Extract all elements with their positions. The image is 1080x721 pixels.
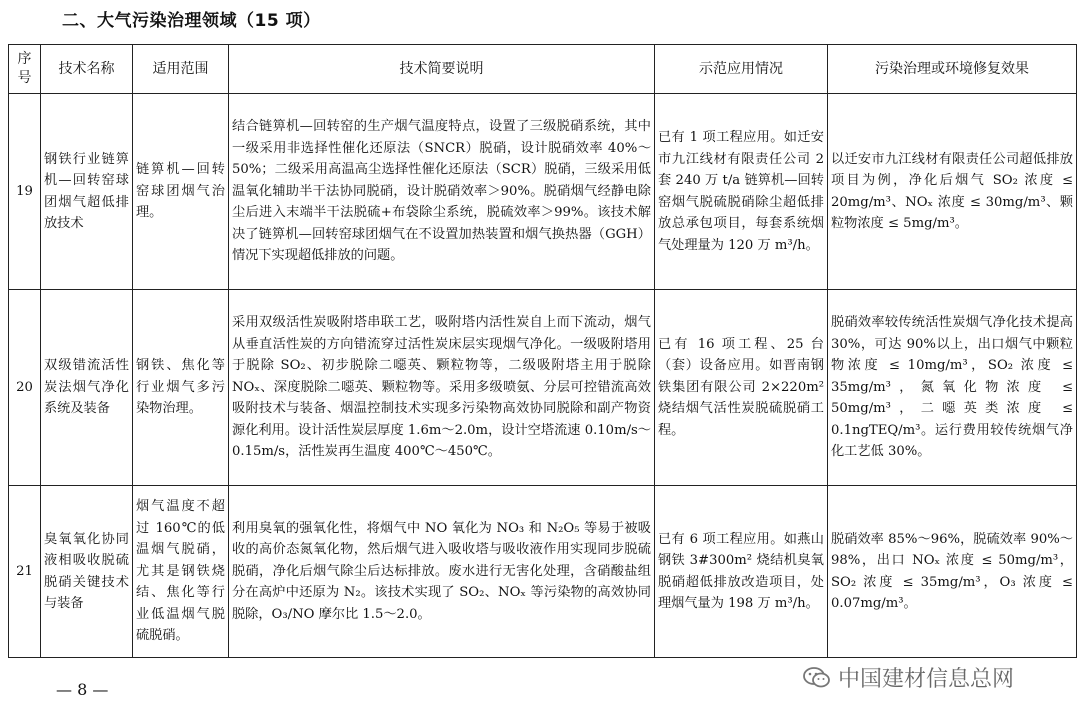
watermark: [802, 662, 1014, 693]
description: 采用双级活性炭吸附塔串联工艺，吸附塔内活性炭自上而下流动，烟气从垂直活性炭的方向错流穿过活性炭床层实现烟气净化。一级吸附塔用于脱除 SO₂、初步脱除二噁英、颗粒物等，二级吸附塔主用于脱除 NOₓ、深度脱除二噁英、颗粒物等。采用多级喷氨、分层可控错流高效吸附技术与装备、烟温控制技术实现多污染物高效协同脱除和副产物资源化利用。设计活性炭层厚度 1.6m～2.0m，设计空塔流速 0.10m/s～0.15m/s，活性炭再生温度 400℃～450℃。: [229, 290, 655, 486]
tech-name: 双级错流活性炭法烟气净化系统及装备: [41, 290, 133, 486]
table-row: [9, 486, 1077, 658]
col-header-desc: 技术简要说明: [229, 45, 655, 94]
treatment-effect: 脱硝效率较传统活性炭烟气净化技术提高 30%，可达 90%以上，出口烟气中颗粒物浓度 ≤ 10mg/m³，SO₂ 浓度 ≤ 35mg/m³，氮氧化物浓度 ≤ 50mg/m³，二噁英类浓度 ≤ 0.1ngTEQ/m³。运行费用较传统烟气净化工艺低 30%。: [828, 290, 1077, 486]
demo-application: 已有 16 项工程、25 台（套）设备应用。如晋南钢铁集团有限公司 2×220m² 烧结烟气活性炭脱硫脱硝工程。: [655, 290, 828, 486]
technology-table: [8, 44, 1077, 658]
demo-application: 已有 6 项工程应用。如燕山钢铁 3#300m² 烧结机臭氧脱硝超低排放改造项目，处理烟气量为 198 万 m³/h。: [655, 486, 828, 658]
table-row: [9, 290, 1077, 486]
description: 结合链箅机—回转窑的生产烟气温度特点，设置了三级脱硝系统，其中一级采用非选择性催化还原法（SNCR）脱硝，设计脱硝效率 40%～50%；二级采用高温高尘选择性催化还原法（SCR）脱硝，三级采用低温氧化辅助半干法协同脱硝，设计脱硝效率＞90%。脱硝烟气经静电除尘后进入末端半干法脱硫+布袋除尘系统，脱硫效率＞99%。该技术解决了链箅机—回转窑球团烟气在不设置加热装置和烟气换热器（GGH）情况下实现超低排放的问题。: [229, 94, 655, 290]
demo-application: 已有 1 项工程应用。如迁安市九江线材有限责任公司 2 套 240 万 t/a 链箅机—回转窑烟气脱硫脱硝除尘超低排放总承包项目，每套系统烟气处理量为 120 万 m³/h。: [655, 94, 828, 290]
row-number: 19: [9, 94, 41, 290]
scope: 链箅机—回转窑球团烟气治理。: [133, 94, 229, 290]
col-header-effect: 污染治理或环境修复效果: [828, 45, 1077, 94]
col-header-name: 技术名称: [41, 45, 133, 94]
col-header-demo: 示范应用情况: [655, 45, 828, 94]
watermark-text: 中国建材信息总网: [838, 667, 1015, 692]
section-heading: 二、大气污染治理领域（15 项）: [62, 11, 321, 31]
description: 利用臭氧的强氧化性，将烟气中 NO 氧化为 NO₃ 和 N₂O₅ 等易于被吸收的高价态氮氧化物，然后烟气进入吸收塔与吸收液作用实现同步脱硫脱硝，净化后烟气除尘后达标排放。废水进行无害化处理，含硝酸盐组分在高炉中还原为 N₂。该技术实现了 SO₂、NOₓ 等污染物的高效协同脱除，O₃/NO 摩尔比 1.5～2.0。: [229, 486, 655, 658]
treatment-effect: 脱硝效率 85%～96%，脱硫效率 90%～98%，出口 NOₓ 浓度 ≤ 50mg/m³，SO₂ 浓度 ≤ 35mg/m³，O₃ 浓度 ≤ 0.07mg/m³。: [828, 486, 1077, 658]
scope: 烟气温度不超过 160℃的低温烟气脱硝，尤其是钢铁烧结、焦化等行业低温烟气脱硫脱硝。: [133, 486, 229, 658]
col-header-scope: 适用范围: [133, 45, 229, 94]
row-number: 21: [9, 486, 41, 658]
scope: 钢铁、焦化等行业烟气多污染物治理。: [133, 290, 229, 486]
table-row: [9, 94, 1077, 290]
table-header-row: [9, 45, 1077, 94]
row-number: 20: [9, 290, 41, 486]
page-number: — 8 —: [56, 680, 109, 699]
col-header-no: 序号: [9, 45, 41, 94]
tech-name: 臭氧氧化协同液相吸收脱硫脱硝关键技术与装备: [41, 486, 133, 658]
wechat-icon: [802, 666, 832, 690]
tech-name: 钢铁行业链箅机—回转窑球团烟气超低排放技术: [41, 94, 133, 290]
treatment-effect: 以迁安市九江线材有限责任公司超低排放项目为例，净化后烟气 SO₂ 浓度 ≤ 20mg/m³、NOₓ 浓度 ≤ 30mg/m³、颗粒物浓度 ≤ 5mg/m³。: [828, 94, 1077, 290]
